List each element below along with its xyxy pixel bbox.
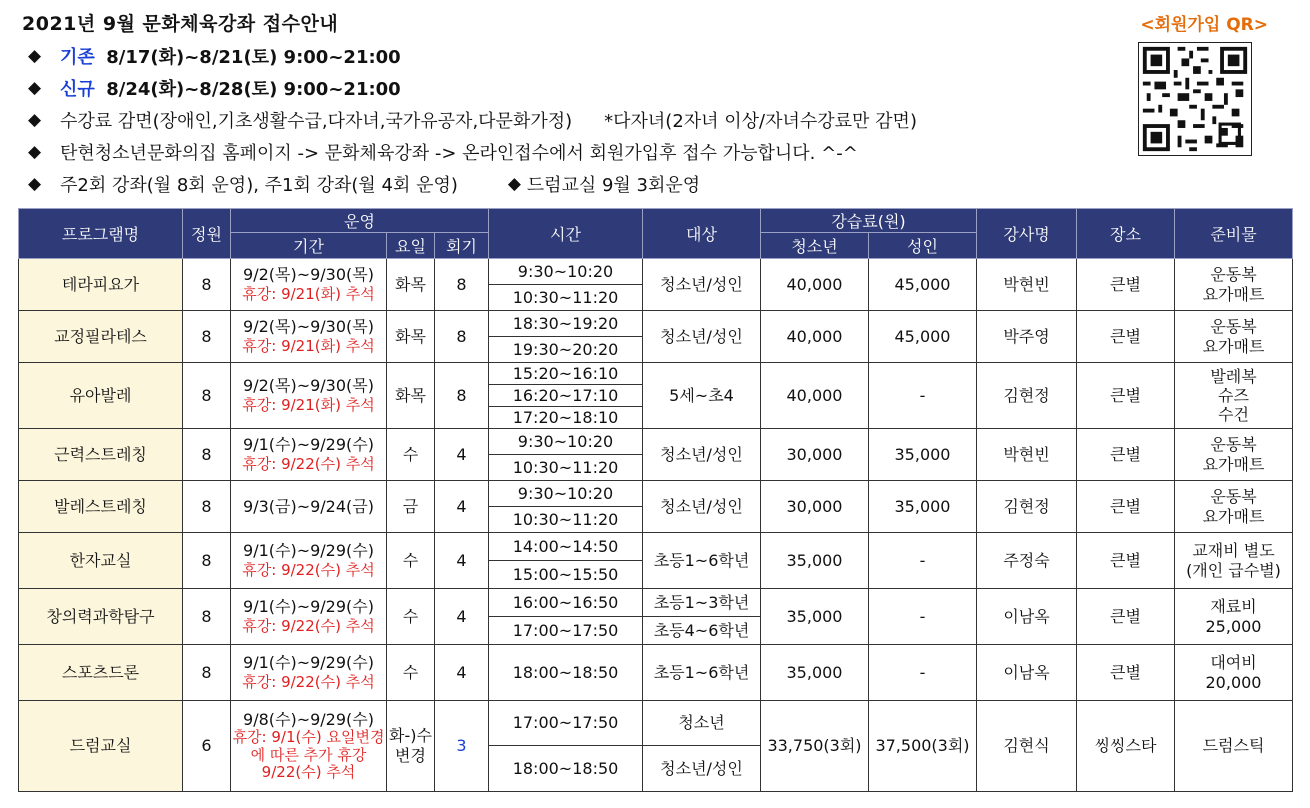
header-time: 시간: [489, 209, 643, 259]
time-slot: 19:30~20:20: [489, 337, 643, 363]
program-name: 교정필라테스: [19, 311, 183, 363]
period: 9/8(수)~9/29(수): [243, 709, 374, 729]
place: 큰별: [1077, 429, 1175, 481]
sessions: 3: [435, 701, 489, 792]
fee-adult: 35,000: [869, 429, 977, 481]
supply-item: 요가매트: [1202, 284, 1265, 304]
sessions: 4: [435, 645, 489, 701]
target: 청소년/성인: [643, 429, 761, 481]
table-row: [19, 259, 1293, 285]
supply-item: 요가매트: [1202, 506, 1265, 526]
place: 큰별: [1077, 533, 1175, 589]
supplies: [1175, 533, 1293, 589]
header-operation: 운영: [231, 209, 489, 233]
header-instructor: 강사명: [977, 209, 1077, 259]
fee-youth: 40,000: [761, 363, 869, 429]
sessions: 4: [435, 481, 489, 533]
instructor: 주정숙: [977, 533, 1077, 589]
period-cell: [231, 589, 387, 645]
discount-note: *다자녀(2자녀 이상/자녀수강료만 감면): [604, 111, 917, 132]
header-fee-adult: 성인: [869, 233, 977, 259]
target: 초등1~6학년: [643, 533, 761, 589]
place: 큰별: [1077, 259, 1175, 311]
holiday-note: 휴강: 9/1(수) 요일변경: [232, 728, 385, 747]
discount-text: 수강료 감면(장애인,기초생활수급,다자녀,국가유공자,다문화가정): [60, 111, 573, 132]
diamond-icon: ◆: [28, 110, 42, 130]
supply-item: 수건: [1218, 405, 1249, 425]
capacity: 8: [183, 259, 231, 311]
time-slot: 17:20~18:10: [489, 407, 643, 429]
program-name: 발레스트레칭: [19, 481, 183, 533]
period-cell: [231, 429, 387, 481]
time-slot: 15:20~16:10: [489, 363, 643, 385]
capacity: 8: [183, 533, 231, 589]
table-row: [19, 701, 1293, 746]
capacity: 8: [183, 429, 231, 481]
program-name: 테라피요가: [19, 259, 183, 311]
supplies: [1175, 481, 1293, 533]
notice-item: [28, 40, 917, 72]
diamond-icon: ◆: [28, 46, 42, 66]
capacity: 8: [183, 311, 231, 363]
period: 9/1(수)~9/29(수): [243, 541, 374, 561]
fee-youth: 40,000: [761, 311, 869, 363]
supply-item: 대여비: [1210, 652, 1257, 672]
notice-item: [28, 136, 917, 168]
day: 화목: [387, 259, 435, 311]
day-line: 변경: [395, 746, 426, 765]
holiday-note: 에 따른 추가 휴강: [250, 745, 367, 764]
fee-adult: 37,500(3회): [869, 701, 977, 792]
place: 큰별: [1077, 481, 1175, 533]
qr-code-icon[interactable]: [1138, 42, 1252, 156]
holiday-note: 9/22(수) 추석: [261, 762, 356, 781]
holiday-note: 휴강: 9/22(수) 추석: [242, 561, 375, 580]
target: 청소년/성인: [643, 259, 761, 311]
capacity: 6: [183, 701, 231, 792]
period: 9/2(목)~9/30(목): [243, 317, 374, 337]
period-cell: [231, 645, 387, 701]
supplies: [1175, 589, 1293, 645]
program-name: 창의력과학탐구: [19, 589, 183, 645]
notice-list: [28, 40, 917, 200]
time-slot: 10:30~11:20: [489, 507, 643, 533]
instructor: 박주영: [977, 311, 1077, 363]
table-row: [19, 363, 1293, 385]
program-name: 한자교실: [19, 533, 183, 589]
time-slot: 16:20~17:10: [489, 385, 643, 407]
program-name: 스포츠드론: [19, 645, 183, 701]
table-row: [19, 481, 1293, 507]
fee-adult: -: [869, 363, 977, 429]
supplies: [1175, 645, 1293, 701]
table-row: [19, 429, 1293, 455]
diamond-icon: ◆: [28, 142, 42, 162]
target: 청소년/성인: [643, 311, 761, 363]
time-slot: 16:00~16:50: [489, 589, 643, 617]
fee-youth: 35,000: [761, 533, 869, 589]
time-slot: 18:00~18:50: [489, 746, 643, 792]
new-label: 신규: [60, 79, 95, 100]
fee-youth: 40,000: [761, 259, 869, 311]
table-row: [19, 533, 1293, 561]
schedule-info: 주2회 강좌(월 8회 운영), 주1회 강좌(월 4회 운영): [60, 175, 458, 196]
period-cell: [231, 311, 387, 363]
header-target: 대상: [643, 209, 761, 259]
target: 초등1~6학년: [643, 645, 761, 701]
header-capacity: 정원: [183, 209, 231, 259]
period: 9/1(수)~9/29(수): [243, 597, 374, 617]
notice-item: [28, 104, 917, 136]
period: 9/2(목)~9/30(목): [243, 265, 374, 285]
existing-label: 기존: [60, 47, 95, 68]
target: 초등4~6학년: [643, 617, 761, 645]
fee-youth: 33,750(3회): [761, 701, 869, 792]
capacity: 8: [183, 363, 231, 429]
supply-item: 요가매트: [1202, 454, 1265, 474]
holiday-note: 휴강: 9/22(수) 추석: [242, 617, 375, 636]
fee-adult: 45,000: [869, 311, 977, 363]
supply-item: 25,000: [1205, 616, 1262, 636]
new-period: 8/24(화)~8/28(토) 9:00~21:00: [106, 79, 401, 100]
supplies: [1175, 363, 1293, 429]
fee-youth: 35,000: [761, 645, 869, 701]
sessions: 4: [435, 533, 489, 589]
notice-item: [28, 72, 917, 104]
target: 청소년/성인: [643, 481, 761, 533]
period: 9/1(수)~9/29(수): [243, 435, 374, 455]
place: 큰별: [1077, 645, 1175, 701]
sessions: 4: [435, 589, 489, 645]
day: [387, 701, 435, 792]
instructor: 박현빈: [977, 259, 1077, 311]
header-supplies: 준비물: [1175, 209, 1293, 259]
instructor: 박현빈: [977, 429, 1077, 481]
fee-adult: -: [869, 645, 977, 701]
time-slot: 9:30~10:20: [489, 259, 643, 285]
instructor: 김현정: [977, 363, 1077, 429]
table-row: [19, 645, 1293, 701]
supply-item: 운동복: [1210, 316, 1257, 336]
target: 초등1~3학년: [643, 589, 761, 617]
header-fee-youth: 청소년: [761, 233, 869, 259]
fee-adult: 45,000: [869, 259, 977, 311]
time-slot: 17:00~17:50: [489, 701, 643, 746]
header-program: 프로그램명: [19, 209, 183, 259]
time-slot: 14:00~14:50: [489, 533, 643, 561]
existing-period: 8/17(화)~8/21(토) 9:00~21:00: [106, 47, 401, 68]
supplies: [1175, 429, 1293, 481]
fee-adult: 35,000: [869, 481, 977, 533]
supply-item: 교재비 별도: [1192, 540, 1275, 560]
supply-item: 슈즈: [1218, 385, 1249, 405]
day: 수: [387, 645, 435, 701]
time-slot: 10:30~11:20: [489, 455, 643, 481]
header-place: 장소: [1077, 209, 1175, 259]
diamond-icon: ◆: [28, 78, 42, 98]
instructor: 김현식: [977, 701, 1077, 792]
target: 청소년: [643, 701, 761, 746]
sessions: 8: [435, 311, 489, 363]
instructor: 김현정: [977, 481, 1077, 533]
header-fee: 강습료(원): [761, 209, 977, 233]
day-line: 화-)수: [389, 726, 432, 745]
time-slot: 18:00~18:50: [489, 645, 643, 701]
capacity: 8: [183, 481, 231, 533]
period-cell: [231, 259, 387, 311]
supply-item: 20,000: [1205, 672, 1262, 692]
period-cell: [231, 363, 387, 429]
diamond-icon: ◆: [507, 174, 521, 194]
page-title: 2021년 9월 문화체육강좌 접수안내: [22, 13, 339, 35]
notice-item: [28, 168, 917, 200]
sessions: 8: [435, 259, 489, 311]
schedule-table: [18, 208, 1293, 792]
capacity: 8: [183, 589, 231, 645]
period-cell: [231, 701, 387, 792]
time-slot: 9:30~10:20: [489, 481, 643, 507]
supplies: 드럼스틱: [1175, 701, 1293, 792]
table-row: [19, 589, 1293, 617]
fee-youth: 35,000: [761, 589, 869, 645]
signup-guide: 탄현청소년문화의집 홈페이지 -> 문화체육강좌 -> 온라인접수에서 회원가입후 접수 가능합니다. ^-^: [60, 143, 858, 164]
instructor: 이남옥: [977, 589, 1077, 645]
day: 수: [387, 429, 435, 481]
instructor: 이남옥: [977, 645, 1077, 701]
period: 9/2(목)~9/30(목): [243, 376, 374, 396]
place: 씽씽스타: [1077, 701, 1175, 792]
header-period: 기간: [231, 233, 387, 259]
time-slot: 15:00~15:50: [489, 561, 643, 589]
header-sessions: 회기: [435, 233, 489, 259]
holiday-note: 휴강: 9/21(화) 추석: [242, 285, 375, 304]
place: 큰별: [1077, 589, 1175, 645]
sessions: 8: [435, 363, 489, 429]
supply-item: 요가매트: [1202, 336, 1265, 356]
supplies: [1175, 259, 1293, 311]
diamond-icon: ◆: [28, 174, 42, 194]
place: 큰별: [1077, 311, 1175, 363]
time-slot: 10:30~11:20: [489, 285, 643, 311]
supply-item: 운동복: [1210, 434, 1257, 454]
time-slot: 9:30~10:20: [489, 429, 643, 455]
holiday-note: 휴강: 9/21(화) 추석: [242, 337, 375, 356]
period: 9/3(금)~9/24(금): [231, 481, 387, 533]
supplies: [1175, 311, 1293, 363]
day: 화목: [387, 311, 435, 363]
day: 금: [387, 481, 435, 533]
program-name: 드럼교실: [19, 701, 183, 792]
time-slot: 18:30~19:20: [489, 311, 643, 337]
sessions: 4: [435, 429, 489, 481]
place: 큰별: [1077, 363, 1175, 429]
fee-youth: 30,000: [761, 481, 869, 533]
program-name: 근력스트레칭: [19, 429, 183, 481]
day: 화목: [387, 363, 435, 429]
day: 수: [387, 589, 435, 645]
supply-item: (개인 급수별): [1186, 560, 1281, 580]
holiday-note: 휴강: 9/22(수) 추석: [242, 455, 375, 474]
time-slot: 17:00~17:50: [489, 617, 643, 645]
drum-note: 드럼교실 9월 3회운영: [526, 175, 701, 196]
day: 수: [387, 533, 435, 589]
target: 5세~초4: [643, 363, 761, 429]
period: 9/1(수)~9/29(수): [243, 653, 374, 673]
fee-adult: -: [869, 589, 977, 645]
supply-item: 운동복: [1210, 486, 1257, 506]
capacity: 8: [183, 645, 231, 701]
supply-item: 운동복: [1210, 264, 1257, 284]
supply-item: 재료비: [1210, 596, 1257, 616]
target: 청소년/성인: [643, 746, 761, 792]
header-day: 요일: [387, 233, 435, 259]
holiday-note: 휴강: 9/21(화) 추석: [242, 396, 375, 415]
supply-item: 발레복: [1210, 366, 1257, 386]
table-row: [19, 311, 1293, 337]
fee-adult: -: [869, 533, 977, 589]
holiday-note: 휴강: 9/22(수) 추석: [242, 673, 375, 692]
qr-label: <회원가입 QR>: [1140, 15, 1268, 35]
period-cell: [231, 533, 387, 589]
fee-youth: 30,000: [761, 429, 869, 481]
program-name: 유아발레: [19, 363, 183, 429]
